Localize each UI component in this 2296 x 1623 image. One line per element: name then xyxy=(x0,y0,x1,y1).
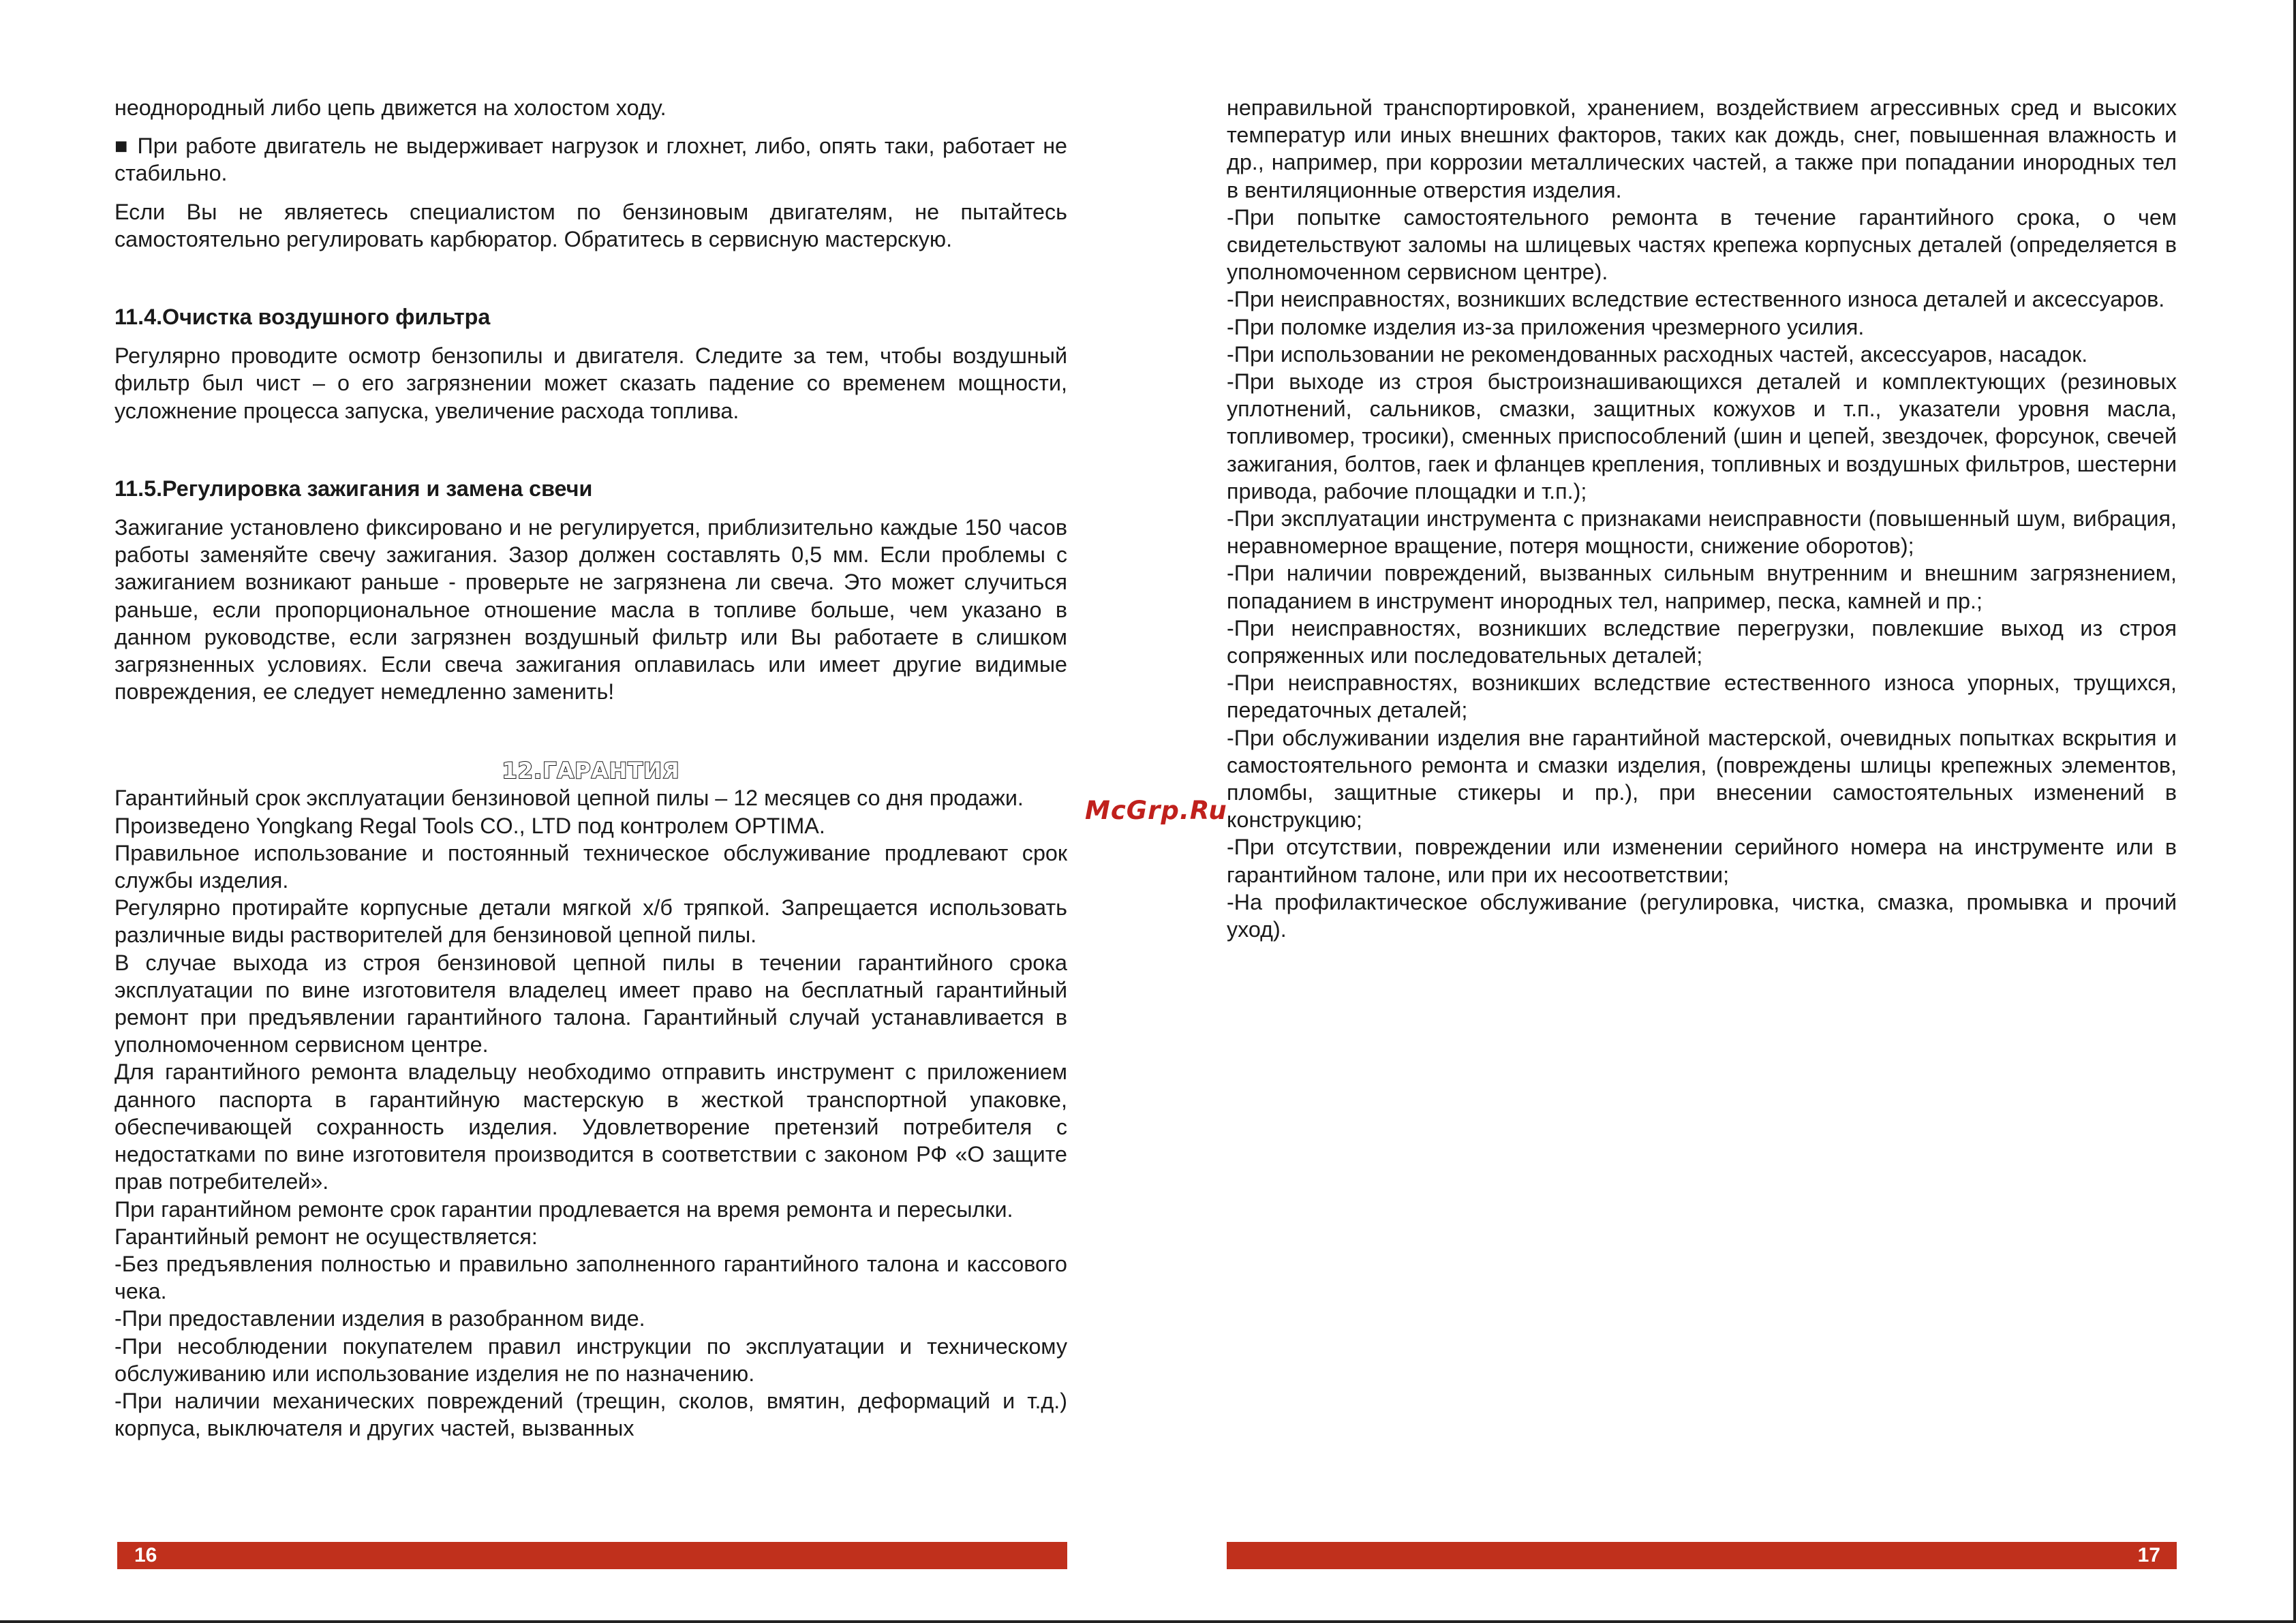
list-item: -При неисправностях, возникших вследствие перегрузки, повлекшие выход из строя сопряженных или последовательных деталей; xyxy=(1227,615,2177,668)
paragraph: Зажигание установлено фиксировано и не регулируется, приблизительно каждые 150 часов работы заменяйте свечу зажигания. Зазор должен составлять 0,5 мм. Если проблемы с зажиганием возникают раньше - проверьте не загрязнена ли свеча. Это может случиться раньше, если пропорциональное отношение масла в топливе больше, чем указано в данном руководстве, если загрязнен воздушный фильтр или Вы работаете в слишком загрязненных условиях. Если свеча зажигания оплавилась или имеет другие видимые повреждения, ее следует немедленно заменить! xyxy=(114,515,1067,705)
paragraph: В случае выхода из строя бензиновой цепной пилы в течении гарантийного срока эксплуатации по вине изготовителя владелец имеет право на бесплатный гарантийный ремонт при предъявлении гарантийного талона. Гарантийный случай устанавливается в уполномоченном сервисном центре. xyxy=(114,950,1067,1057)
list-item: -При попытке самостоятельного ремонта в течение гарантийного срока, о чем свидетельствуют заломы на шлицевых частях крепежа корпусных деталей (определяется в уполномоченном сервисном центре). xyxy=(1227,204,2177,285)
paragraph: Произведено Yongkang Regal Tools CO., LTD под контролем OPTIMA. xyxy=(114,813,825,838)
section-heading-12: 12.ГАРАНТИЯ xyxy=(502,758,680,784)
footer-bar-right xyxy=(1227,1542,2177,1569)
list-item: -При предоставлении изделия в разобранном виде. xyxy=(114,1306,645,1331)
paragraph: Для гарантийного ремонта владельцу необходимо отправить инструмент с приложением данного паспорта в гарантийную мастерскую в жесткой транспортной упаковке, обеспечивающей сохранность изделия. Удовлетворение претензий потребителя с недостатками по вине изготовителя производится в соответствии с законом РФ «О защите прав потребителей». xyxy=(114,1060,1067,1194)
footer-bar-left xyxy=(117,1542,1067,1569)
list-item: -При эксплуатации инструмента с признаками неисправности (повышенный шум, вибрация, неравномерное вращение, потеря мощности, снижение оборотов); xyxy=(1227,506,2177,559)
paragraph: Если Вы не являетесь специалистом по бензиновым двигателям, не пытайтесь самостоятельно регулировать карбюратор. Обратитесь в сервисную мастерскую. xyxy=(114,199,1067,251)
paragraph: неправильной транспортировкой, хранением, воздействием агрессивных сред и высоких температур или иных внешних факторов, таких как дождь, снег, повышенная влажность и др., например, при коррозии металлических частей, а также при попадании инородных тел в вентиляционные отверстия изделия. xyxy=(1227,95,2177,202)
paragraph: Регулярно проводите осмотр бензопилы и двигателя. Следите за тем, чтобы воздушный фильтр был чист – о его загрязнении может сказать падение со временем мощности, усложнение процесса запуска, увеличение расхода топлива. xyxy=(114,343,1067,423)
list-item: -Без предъявления полностью и правильно заполненного гарантийного талона и кассового чека. xyxy=(114,1251,1067,1304)
left-page xyxy=(114,94,1067,1442)
paragraph: ■ При работе двигатель не выдерживает нагрузок и глохнет, либо, опять таки, работает не стабильно. xyxy=(114,134,1067,186)
section-heading-11-4: 11.4.Очистка воздушного фильтра xyxy=(114,305,491,330)
paragraph: неоднородный либо цепь движется на холостом ходу. xyxy=(114,95,667,120)
paragraph: Гарантийный ремонт не осуществляется: xyxy=(114,1224,538,1249)
paragraph: Регулярно протирайте корпусные детали мягкой х/б тряпкой. Запрещается использовать различные виды растворителей для бензиновой цепной пилы. xyxy=(114,895,1067,948)
list-item: -При наличии повреждений, вызванных сильным внутренним и внешним загрязнением, попаданием в инструмент инородных тел, например, песка, камней и пр.; xyxy=(1227,561,2177,613)
list-item: -При обслуживании изделия вне гарантийной мастерской, очевидных попытках вскрытия и самостоятельного ремонта и смазки изделия, (повреждены шлицы крепежных элементов, пломбы, защитные стикеры и пр.), при внесении самостоятельных изменений в конструкцию; xyxy=(1227,725,2177,833)
paragraph: Правильное использование и постоянный техническое обслуживание продлевают срок службы изделия. xyxy=(114,840,1067,893)
list-item: -При отсутствии, повреждении или изменении серийного номера на инструменте или в гарантийном талоне, или при их несоответствии; xyxy=(1227,835,2177,887)
section-heading-11-5: 11.5.Регулировка зажигания и замена свечи xyxy=(114,476,593,501)
list-item: -При неисправностях, возникших вследствие естественного износа деталей и аксессуаров. xyxy=(1227,287,2165,312)
page-number-left: 16 xyxy=(134,1544,157,1566)
list-item: -На профилактическое обслуживание (регулировка, чистка, смазка, промывка и прочий уход). xyxy=(1227,889,2177,942)
watermark-text: McGrp.Ru xyxy=(1085,796,1227,825)
list-item: -При выходе из строя быстроизнашивающихся деталей и комплектующих (резиновых уплотнений, сальников, смазки, защитных кожухов и т.п., указатели уровня масла, топливомер, тросики), сменных приспособлений (шин и цепей, звездочек, форсунок, свечей зажигания, болтов, гаек и фланцев крепления, топливных и воздушных фильтров, шестерни привода, рабочие площадки и т.п.); xyxy=(1227,369,2177,504)
list-item: -При наличии механических повреждений (трещин, сколов, вмятин, деформаций и т.д.) корпуса, выключателя и других частей, вызванных xyxy=(114,1388,1067,1441)
list-item: -При несоблюдении покупателем правил инструкции по эксплуатации и техническому обслуживанию или использование изделия не по назначению. xyxy=(114,1333,1067,1386)
paragraph: Гарантийный срок эксплуатации бензиновой цепной пилы – 12 месяцев со дня продажи. xyxy=(114,786,1024,811)
right-page xyxy=(1227,94,2177,943)
paragraph: При гарантийном ремонте срок гарантии продлевается на время ремонта и пересылки. xyxy=(114,1196,1013,1222)
page-number-right: 17 xyxy=(2137,1544,2160,1566)
list-item: -При поломке изделия из-за приложения чрезмерного усилия. xyxy=(1227,314,1865,339)
list-item: -При неисправностях, возникших вследствие естественного износа упорных, трущихся, передаточных деталей; xyxy=(1227,670,2177,723)
list-item: -При использовании не рекомендованных расходных частей, аксессуаров, насадок. xyxy=(1227,341,2088,367)
